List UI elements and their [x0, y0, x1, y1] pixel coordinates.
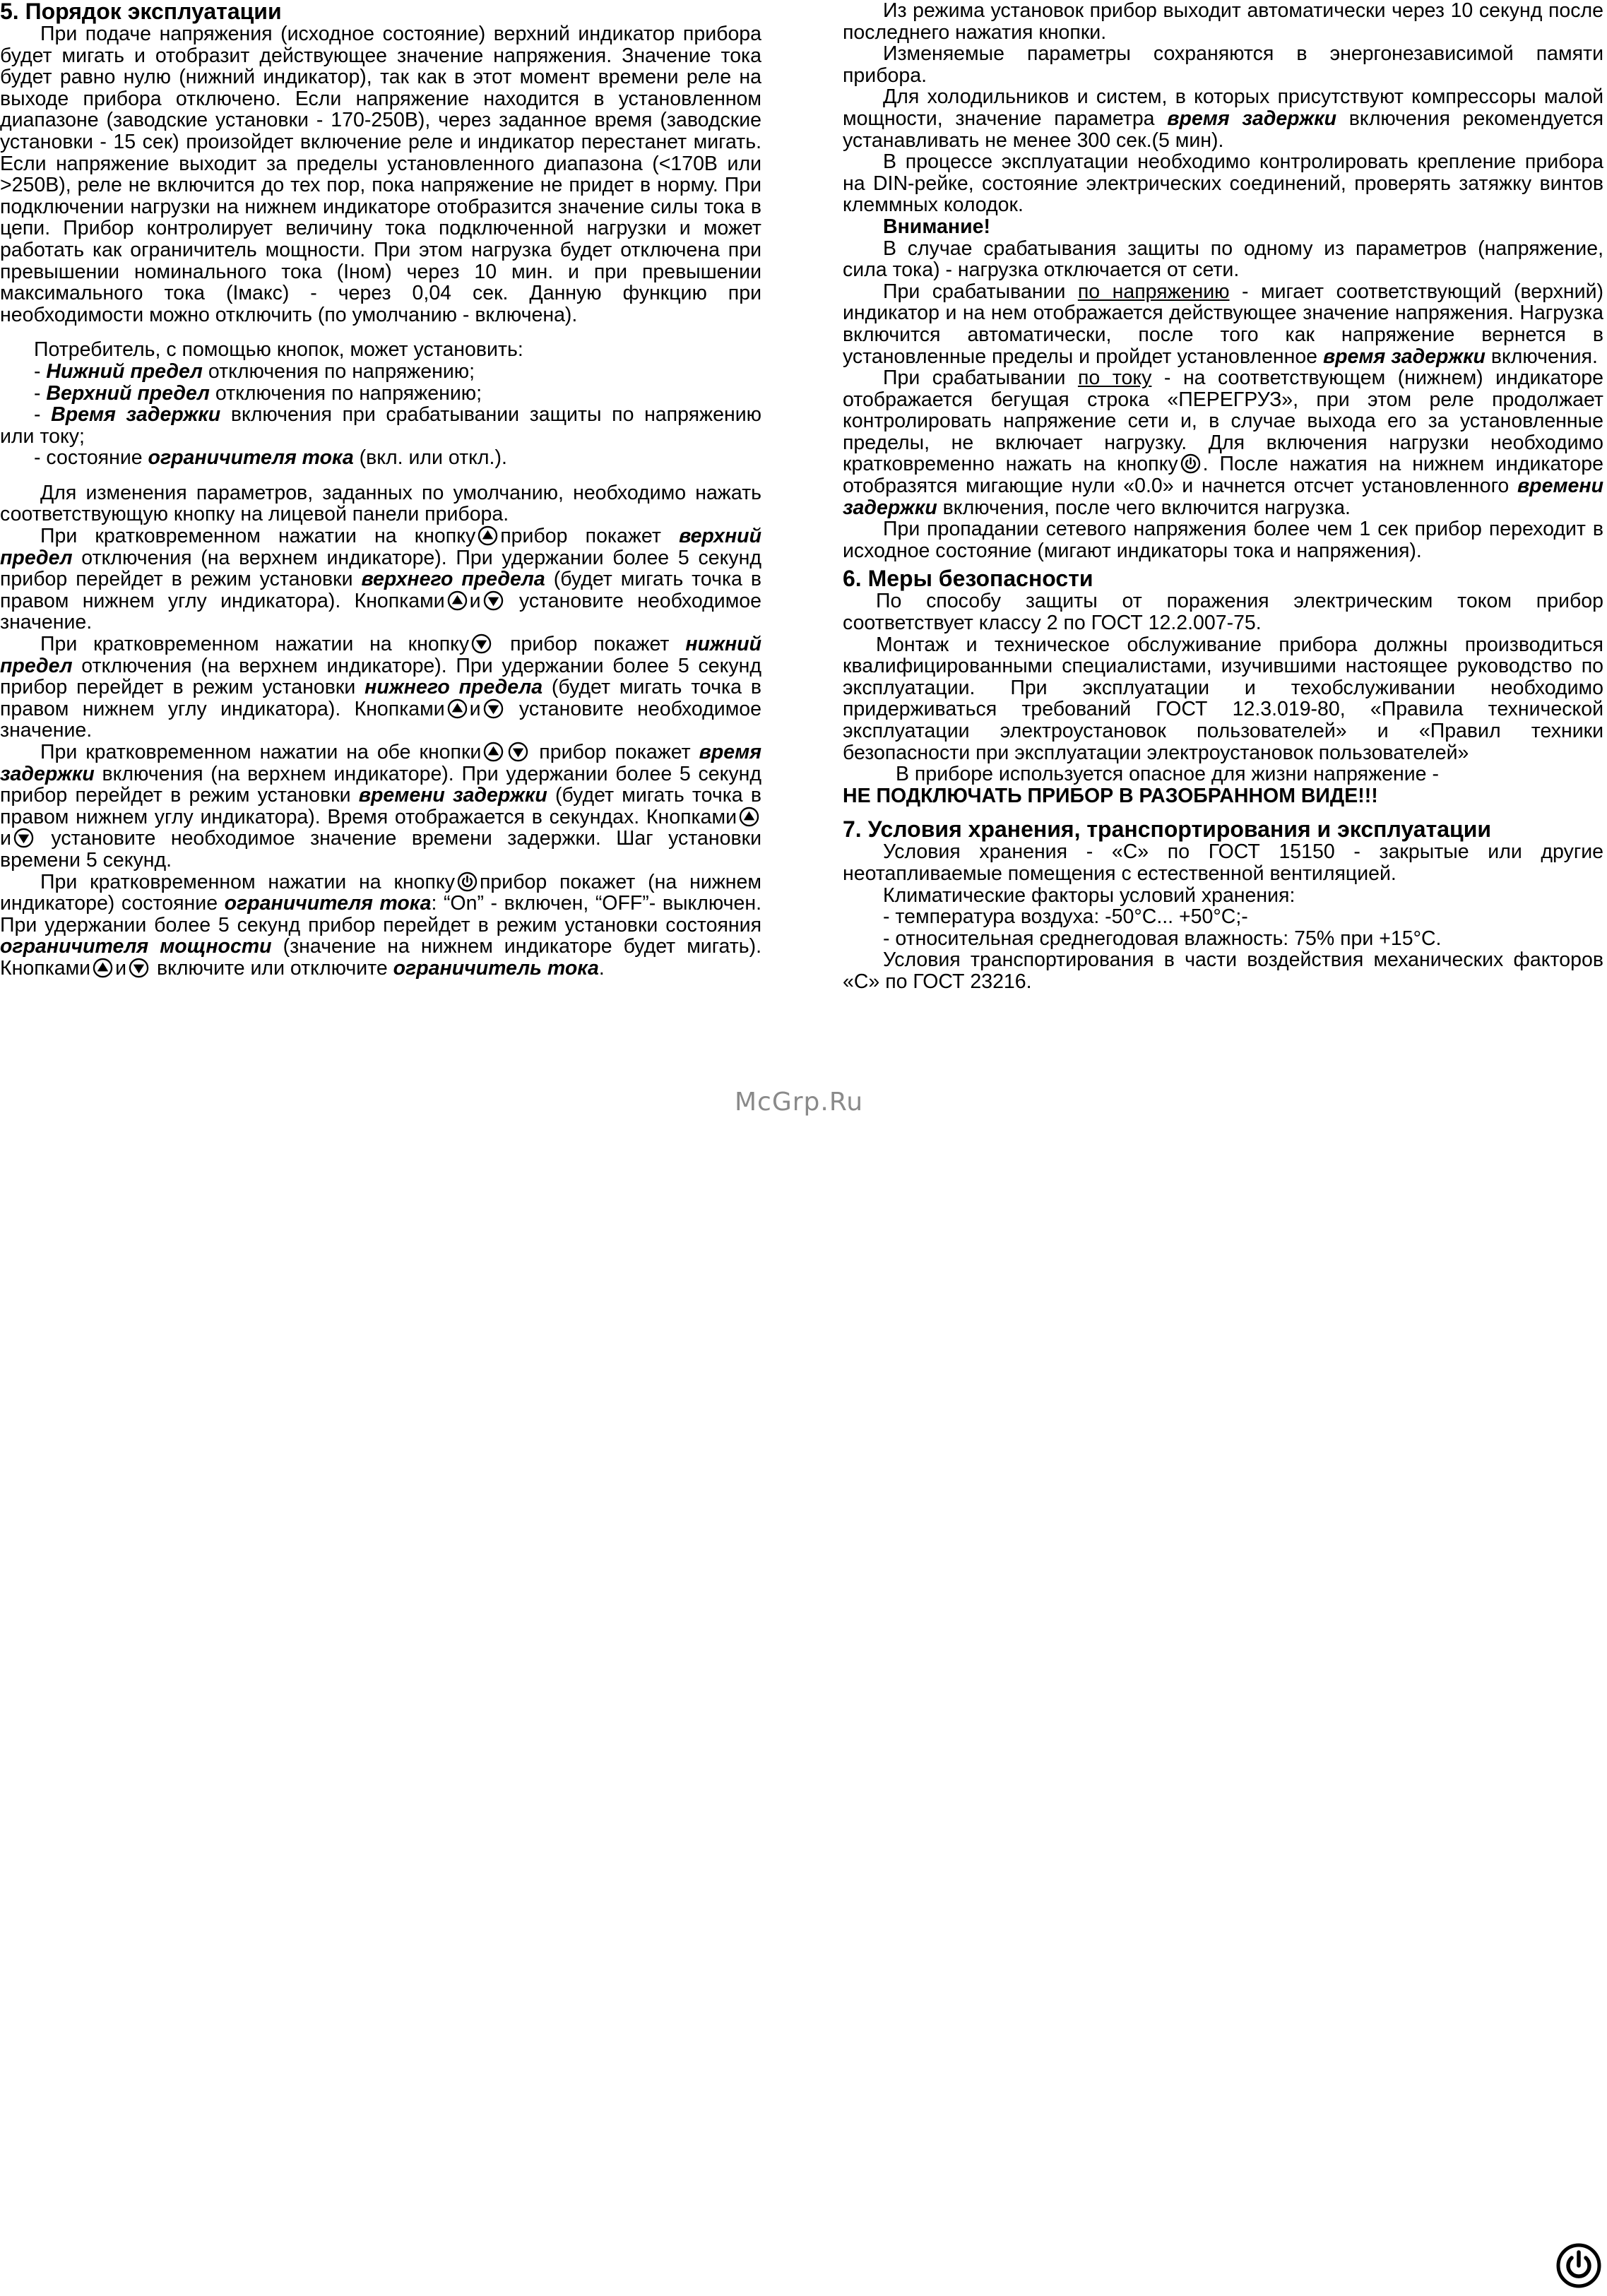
power-loss-paragraph: При пропадании сетевого напряжения более чем 1 сек прибор переходит в исходное состояние (мигают индикаторы тока и напряжения).: [843, 518, 1603, 562]
attention-heading: Внимание!: [883, 215, 990, 238]
settings-list-item: - Время задержки включения при срабатывании защиты по напряжению или току;: [0, 403, 762, 448]
section-7-climate-heading: Климатические факторы условий хранения:: [883, 884, 1295, 907]
section-7-title: 7. Условия хранения, транспортирования и эксплуатации: [843, 816, 1492, 843]
left-column: [0, 0, 761, 980]
delay-time-paragraph: При кратковременном нажатии на обе кнопки прибор покажет время задержки включения (на верхнем индикаторе). При удержании более 5 секунд прибор перейдет в режим установки времени задержки (будет мигать точка в правом нижнем углу индикатора). Время отображается в секундах. Кнопками и установите необходимое значение времени задержки. Шаг установки времени 5 секунд.: [0, 741, 762, 872]
current-limiter-paragraph: При кратковременном нажатии на кнопку прибор покажет (на нижнем индикаторе) состояние ограничителя тока: “On” - включен, “OFF”- выключен. При удержании более 5 секунд прибор перейдет в режим установки состояния ограничителя мощности (значение на нижнем индикаторе будет мигать). Кнопками и включите или отключите ограничитель тока.: [0, 870, 762, 980]
change-params-paragraph: Для изменения параметров, заданных по умолчанию, необходимо нажать соответствующую кнопку на лицевой панели прибора.: [0, 481, 761, 526]
up-arrow-button-icon: [739, 807, 759, 827]
section-7-humidity-item: - относительная среднегодовая влажность: 75% при +15°С.: [883, 927, 1442, 950]
section-6-warning: НЕ ПОДКЛЮЧАТЬ ПРИБОР В РАЗОБРАННОМ ВИДЕ!!!: [843, 784, 1378, 807]
power-button-icon: [1180, 453, 1201, 474]
up-arrow-button-icon: [447, 698, 468, 719]
lower-limit-paragraph: При кратковременном нажатии на кнопку прибор покажет нижний предел отключения (на верхнем индикаторе). При удержании более 5 секунд прибор перейдет в режим установки нижнего предела (будет мигать точка в правом нижнем углу индикатора). Кнопками и установите необходимое значение.: [0, 633, 762, 742]
up-arrow-button-icon: [93, 958, 113, 978]
settings-list-intro: Потребитель, с помощью кнопок, может установить:: [34, 338, 523, 362]
right-column: [843, 0, 1603, 993]
up-arrow-button-icon: [478, 525, 498, 546]
down-arrow-button-icon: [508, 742, 528, 762]
settings-list-item: - Нижний предел отключения по напряжению;: [34, 359, 475, 383]
power-button-icon: [457, 872, 478, 892]
settings-list: [0, 339, 761, 469]
current-trip-paragraph: При срабатывании по току - на соответствующем (нижнем) индикаторе отображается бегущая строка «ПЕРЕГРУЗ», при этом реле продолжает контролировать напряжение сети и, в случае выхода его за установленные пределы, не включает нагрузку. Для включения нагрузки необходимо кратковременно нажать на кнопку . После нажатия на нижнем индикаторе отобразятся мигающие нули «0.0» и начнется отсчет установленного времени задержки включения, после чего включится нагрузка.: [843, 367, 1603, 519]
maintenance-paragraph: В процессе эксплуатации необходимо контролировать крепление прибора на DIN-рейке, состояние электрических соединений, проверять затяжку винтов клеммных колодок.: [843, 150, 1603, 217]
voltage-trip-paragraph: При срабатывании по напряжению - мигает соответствующий (верхний) индикатор и на нем отображается действующее значение напряжения. Нагрузка включится автоматически, после того как напряжение вернется в установленные пределы и пройдет установленное время задержки включения.: [843, 280, 1603, 368]
down-arrow-button-icon: [483, 698, 504, 719]
power-button-icon: [1555, 2242, 1602, 2289]
down-arrow-button-icon: [13, 828, 34, 848]
section-7-storage-paragraph: Условия хранения - «С» по ГОСТ 15150 - закрытые или другие неотапливаемые помещения с естественной вентиляцией.: [843, 840, 1603, 885]
memory-paragraph: Изменяемые параметры сохраняются в энергонезависимой памяти прибора.: [843, 42, 1603, 87]
up-arrow-button-icon: [483, 742, 504, 762]
section-6-danger-paragraph: В приборе используется опасное для жизни напряжение -: [896, 763, 1439, 786]
section-7-transport-paragraph: Условия транспортирования в части воздействия механических факторов «С» по ГОСТ 23216.: [843, 948, 1603, 993]
protection-paragraph: В случае срабатывания защиты по одному из параметров (напряжение, сила тока) - нагрузка отключается от сети.: [843, 237, 1603, 282]
auto-exit-paragraph: Из режима установок прибор выходит автоматически через 10 секунд после последнего нажатия кнопки.: [843, 0, 1603, 44]
fridge-delay-paragraph: Для холодильников и систем, в которых присутствуют компрессоры малой мощности, значение параметра время задержки включения рекомендуется устанавливать не менее 300 сек.(5 мин).: [843, 85, 1603, 152]
watermark: McGrp.Ru: [735, 1088, 864, 1117]
section-6-install-paragraph: Монтаж и техническое обслуживание прибора должны производиться квалифицированными специалистами, изучившими настоящее руководство по эксплуатации. При эксплуатации и техобслуживании необходимо придерживаться требований ГОСТ 12.3.019-80, «Правила технической эксплуатации электроустановок пользователей» и «Правил техники безопасности при эксплуатации электроустановок пользователей»: [843, 633, 1603, 764]
upper-limit-paragraph: При кратковременном нажатии на кнопку прибор покажет верхний предел отключения (на верхнем индикаторе). При удержании более 5 секунд прибор перейдет в режим установки верхнего предела (будет мигать точка в правом нижнем углу индикатора). Кнопками и установите необходимое значение.: [0, 525, 761, 634]
settings-list-item: - состояние ограничителя тока (вкл. или откл.).: [34, 446, 507, 470]
section-6-class-paragraph: По способу защиты от поражения электрическим током прибор соответствует классу 2 по ГОСТ 12.2.007-75.: [843, 590, 1603, 635]
section-7-temperature-item: - температура воздуха: -50°С... +50°С;-: [883, 905, 1248, 929]
down-arrow-button-icon: [471, 634, 492, 654]
settings-list-item: - Верхний предел отключения по напряжению;: [34, 381, 482, 405]
up-arrow-button-icon: [447, 590, 468, 611]
down-arrow-button-icon: [483, 590, 504, 611]
section-5-intro-paragraph: При подаче напряжения (исходное состояние) верхний индикатор прибора будет мигать и отобразит действующее значение напряжения. Значение тока будет равно нулю (нижний индикатор), так как в этот момент времени реле на выходе прибора отключено. Если напряжение находится в установленном диапазоне (заводские установки - 170-250В), через заданное время (заводские установки - 15 сек) произойдет включение реле и индикатор перестанет мигать. Если напряжение выходит за пределы установленного диапазона (<170В или >250В), реле не включится до тех пор, пока напряжение не придет в норму. При подключении нагрузки на нижнем индикаторе отобразится значение силы тока в цепи. Прибор контролирует величину тока подключенной нагрузки и может работать как ограничитель мощности. При этом нагрузка будет отключена при превышении номинального тока (Iном) через 10 мин. и при превышении максимального тока (Iмакс) - через 0,04 сек. Данную функцию при необходимости можно отключить (по умолчанию - включена).: [0, 23, 761, 326]
section-6-title: 6. Меры безопасности: [843, 566, 1093, 592]
down-arrow-button-icon: [129, 958, 149, 978]
section-5-title: 5. Порядок эксплуатации: [0, 0, 282, 24]
